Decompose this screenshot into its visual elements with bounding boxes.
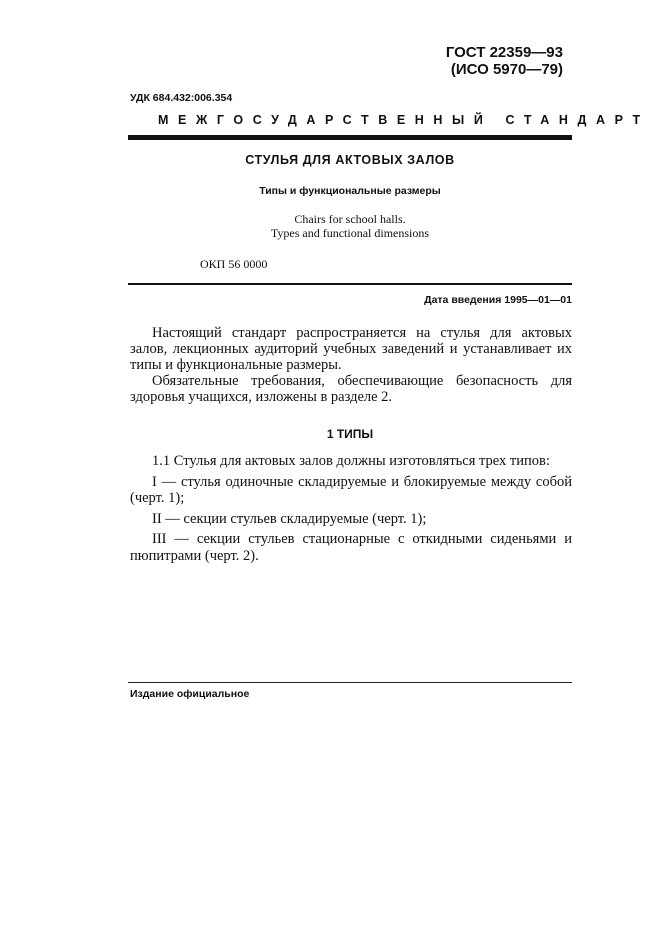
introduction-date: Дата введения 1995—01—01	[424, 294, 572, 306]
title-divider	[128, 283, 572, 285]
clause-1-1-text: 1.1 Стулья для актовых залов должны изготовляться трех типов:	[152, 453, 550, 469]
edition-note: Издание официальное	[130, 688, 250, 700]
safety-paragraph	[130, 373, 572, 405]
udk-code: УДК 684.432:006.354	[130, 92, 233, 104]
english-title-line1: Chairs for school halls.	[294, 212, 406, 226]
footer-divider	[128, 682, 572, 683]
type-ii-item	[130, 511, 572, 528]
type-iii-text: III — секции стульев стационарные с откидными сиденьями и пюпитрами (черт. 2).	[130, 531, 572, 564]
clause-1-1	[130, 453, 572, 470]
standard-type-heading: МЕЖГОСУДАРСТВЕННЫЙ СТАНДАРТ	[158, 113, 650, 127]
document-subtitle: Типы и функциональные размеры	[259, 185, 441, 197]
type-i-item	[130, 474, 572, 507]
iso-number: (ИСО 5970—79)	[450, 61, 563, 78]
types-list	[130, 453, 572, 568]
document-title: СТУЛЬЯ ДЛЯ АКТОВЫХ ЗАЛОВ	[245, 153, 455, 167]
type-iii-item	[130, 531, 572, 564]
scope-text: Настоящий стандарт распространяется на стулья для актовых залов, лекционных аудиторий учебных заведений и устанавливает их типы и функциональные размеры.	[130, 325, 572, 373]
gost-designation	[413, 44, 563, 78]
type-ii-text: II — секции стульев складируемые (черт. 1);	[152, 510, 427, 527]
english-title-line2: Types and functional dimensions	[270, 226, 430, 240]
section-heading-types: 1 ТИПЫ	[326, 427, 374, 441]
okp-code: ОКП 56 0000	[200, 257, 268, 271]
gost-number: ГОСТ 22359—93	[445, 44, 563, 61]
safety-text: Обязательные требования, обеспечивающие безопасность для здоровья учащихся, изложены в разделе 2.	[130, 373, 572, 405]
type-i-text: I — стулья одиночные складируемые и блокируемые между собой (черт. 1);	[130, 473, 572, 506]
english-title	[128, 212, 572, 240]
header-divider	[128, 135, 572, 140]
scope-paragraph	[130, 325, 572, 373]
